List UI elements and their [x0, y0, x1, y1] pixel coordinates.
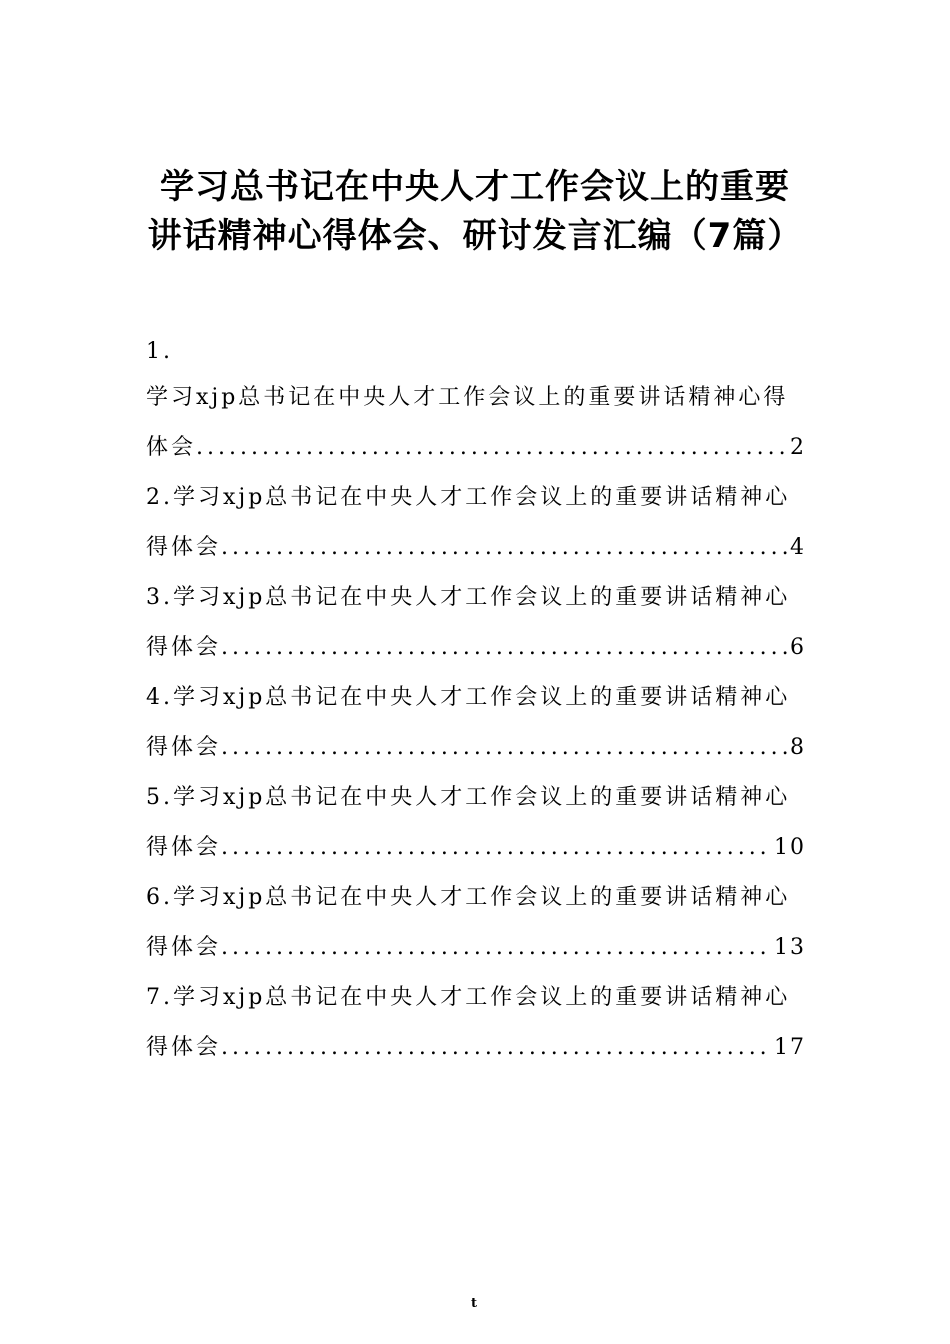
toc-dot-leader — [221, 923, 772, 973]
toc-entry-4-line1: 4.学习xjp总书记在中央人才工作会议上的重要讲话精神心 — [146, 685, 791, 710]
toc-entry-6-line1: 6.学习xjp总书记在中央人才工作会议上的重要讲话精神心 — [146, 885, 791, 910]
toc-dot-leader — [196, 423, 788, 473]
toc-entry-5-line2[interactable] — [146, 823, 806, 873]
toc-entry-label: 得体会 — [146, 535, 222, 560]
toc-page-number: 10 — [774, 835, 806, 860]
toc-entry-7-line1: 7.学习xjp总书记在中央人才工作会议上的重要讲话精神心 — [146, 985, 791, 1010]
toc-entry-label: 得体会 — [146, 835, 222, 860]
toc-dot-leader — [221, 523, 788, 573]
toc-entry-7-line2[interactable] — [146, 1023, 806, 1073]
toc-entry-4-line2[interactable] — [146, 723, 806, 773]
toc-page-number: 2 — [790, 435, 806, 460]
toc-entry-label: 体会 — [146, 435, 197, 460]
toc-entry-5-line1: 5.学习xjp总书记在中央人才工作会议上的重要讲话精神心 — [146, 785, 791, 810]
toc-entry-label: 得体会 — [146, 935, 222, 960]
toc-dot-leader — [221, 623, 788, 673]
toc-entry-label: 得体会 — [146, 1035, 222, 1060]
toc-dot-leader — [221, 823, 772, 873]
toc-dot-leader — [221, 723, 788, 773]
toc-page-number: 4 — [790, 535, 806, 560]
title-line-1: 学习总书记在中央人才工作会议上的重要 — [160, 167, 790, 207]
toc-entry-2-line1: 2.学习xjp总书记在中央人才工作会议上的重要讲话精神心 — [146, 485, 791, 510]
toc-entry-label: 得体会 — [146, 735, 222, 760]
toc-entry-3-line2[interactable] — [146, 623, 806, 673]
toc-dot-leader — [221, 1023, 772, 1073]
toc-entry-label: 得体会 — [146, 635, 222, 660]
toc-entry-1-line1: 学习xjp总书记在中央人才工作会议上的重要讲话精神心得 — [146, 385, 789, 410]
toc-page-number: 8 — [790, 735, 806, 760]
page-footer-mark: t — [471, 1296, 478, 1311]
toc-entry-3-line1: 3.学习xjp总书记在中央人才工作会议上的重要讲话精神心 — [146, 585, 791, 610]
toc-entry-2-line2[interactable] — [146, 523, 806, 573]
document-title — [120, 163, 830, 261]
toc-entry-1-line2[interactable] — [146, 423, 806, 473]
toc-entry-6-line2[interactable] — [146, 923, 806, 973]
toc-page-number: 13 — [774, 935, 806, 960]
toc-page-number: 17 — [774, 1035, 806, 1060]
toc-page-number: 6 — [790, 635, 806, 660]
toc-entry-1-number: 1. — [146, 339, 173, 364]
table-of-contents — [146, 327, 806, 1073]
title-line-2: 讲话精神心得体会、研讨发言汇编（7篇） — [147, 216, 803, 256]
